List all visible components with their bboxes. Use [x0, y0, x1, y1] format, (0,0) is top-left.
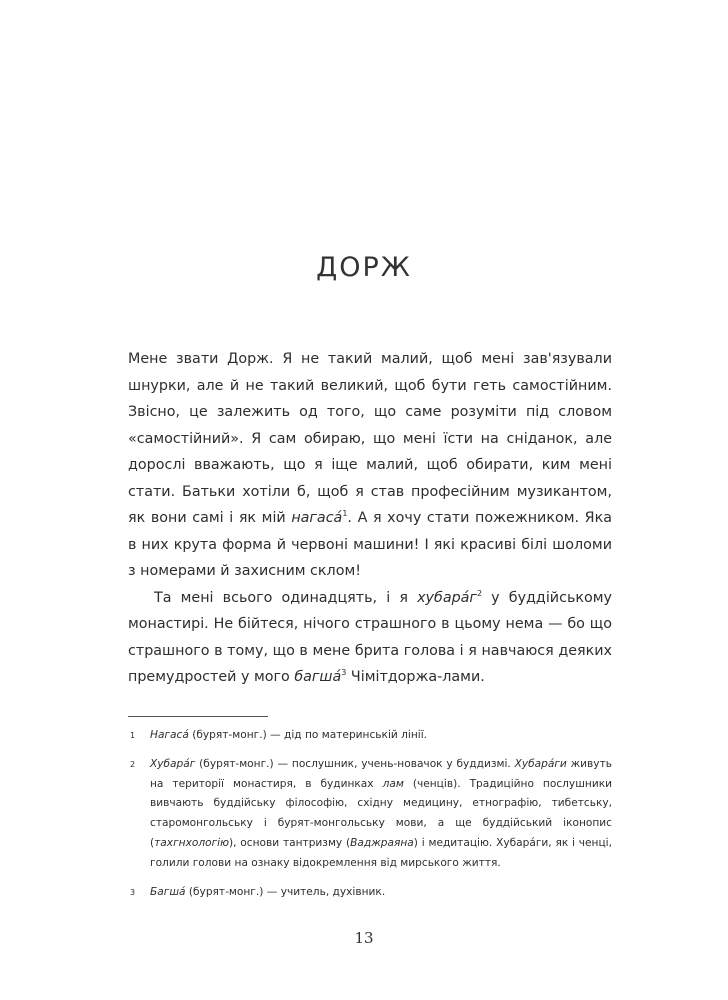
footnote-text: (бурят-монг.) — послушник, учень-новачок у буддизмі. [195, 757, 515, 770]
footnote-text: (бурят-монг.) — дід по материнській лінії. [188, 729, 428, 741]
footnote-number: 2 [130, 759, 136, 769]
paragraph-1 [128, 346, 612, 585]
footnote-term: тахгнхологію [154, 836, 229, 849]
term-nagasa: нагасá [291, 510, 343, 526]
footnote-text: живуть на території монастиря, в будинках [150, 757, 612, 790]
chapter-title: ДОРЖ [316, 252, 412, 283]
paragraph-2-text-b: у буддійському монастирі. Не бійтеся, нічого страшного в цьому нема — бо що страшного в тому, що в мене брита голова і я навчаюся деяких премудростей у мого [128, 589, 612, 685]
footnote-term: Хубарáг [150, 757, 196, 770]
footnote-term: Хубарáги [514, 757, 567, 770]
paragraph-1-text-b: . А я хочу стати пожежником. Яка в них крута форма й червоні машини! І які красиві білі шоломи з номерами й захисним склом! [128, 510, 612, 579]
footnote-text: (ченців). Традиційно послушники вивчають буддійську філософію, східну медицину, етнографію, тибетську, старомонгольську і бурят-монгольську мови, а ще буддійський іконопис ( [150, 777, 612, 849]
footnote-text: (бурят-монг.) — учитель, духівник. [185, 885, 386, 898]
footnote-3 [128, 883, 612, 903]
page-number: 13 [354, 929, 374, 947]
term-khubarag: хубарáг [417, 589, 477, 606]
footnotes [128, 726, 612, 911]
footnote-term: лам [382, 777, 404, 790]
footnote-text: ), основи тантризму ( [229, 836, 351, 849]
term-bagsha: багшá [294, 669, 342, 685]
footnote-2 [128, 755, 612, 874]
paragraph-2-text-c: Чімітдоржа-лами. [346, 669, 485, 685]
paragraph-2-text-a: Та мені всього одинадцять, і я [154, 589, 418, 606]
footnote-term: Багшá [150, 885, 186, 898]
paragraph-2 [128, 585, 612, 691]
paragraph-1-text-a: Мене звати Дорж. Я не такий малий, щоб мені зав'язували шнурки, але й не такий великий, щоб бути геть самостійним. Звісно, це залежить од того, що саме розуміти під словом «самостійний». Я сам обираю, що мені їсти на сніданок, але дорослі вважають, що я іще малий, щоб обирати, ким мені стати. Батьки хотіли б, щоб я став професійним музикантом, як вони самі і як мій [128, 351, 612, 526]
footnote-ref-1[interactable]: 1 [342, 509, 348, 519]
body-text [128, 346, 612, 691]
footnote-term: Нагасá [150, 729, 189, 741]
footnote-ref-2[interactable]: 2 [476, 588, 483, 598]
footnote-divider [128, 716, 268, 717]
footnote-1 [128, 726, 612, 746]
footnote-text: ) і медитацію. Хубарáги, як і ченці, голили голови на ознаку відокремлення від мирського життя. [150, 836, 612, 869]
footnote-number: 3 [130, 887, 136, 897]
footnote-number: 1 [130, 731, 136, 740]
footnote-term: Ваджраяна [350, 836, 414, 849]
footnote-ref-3[interactable]: 3 [341, 668, 347, 678]
